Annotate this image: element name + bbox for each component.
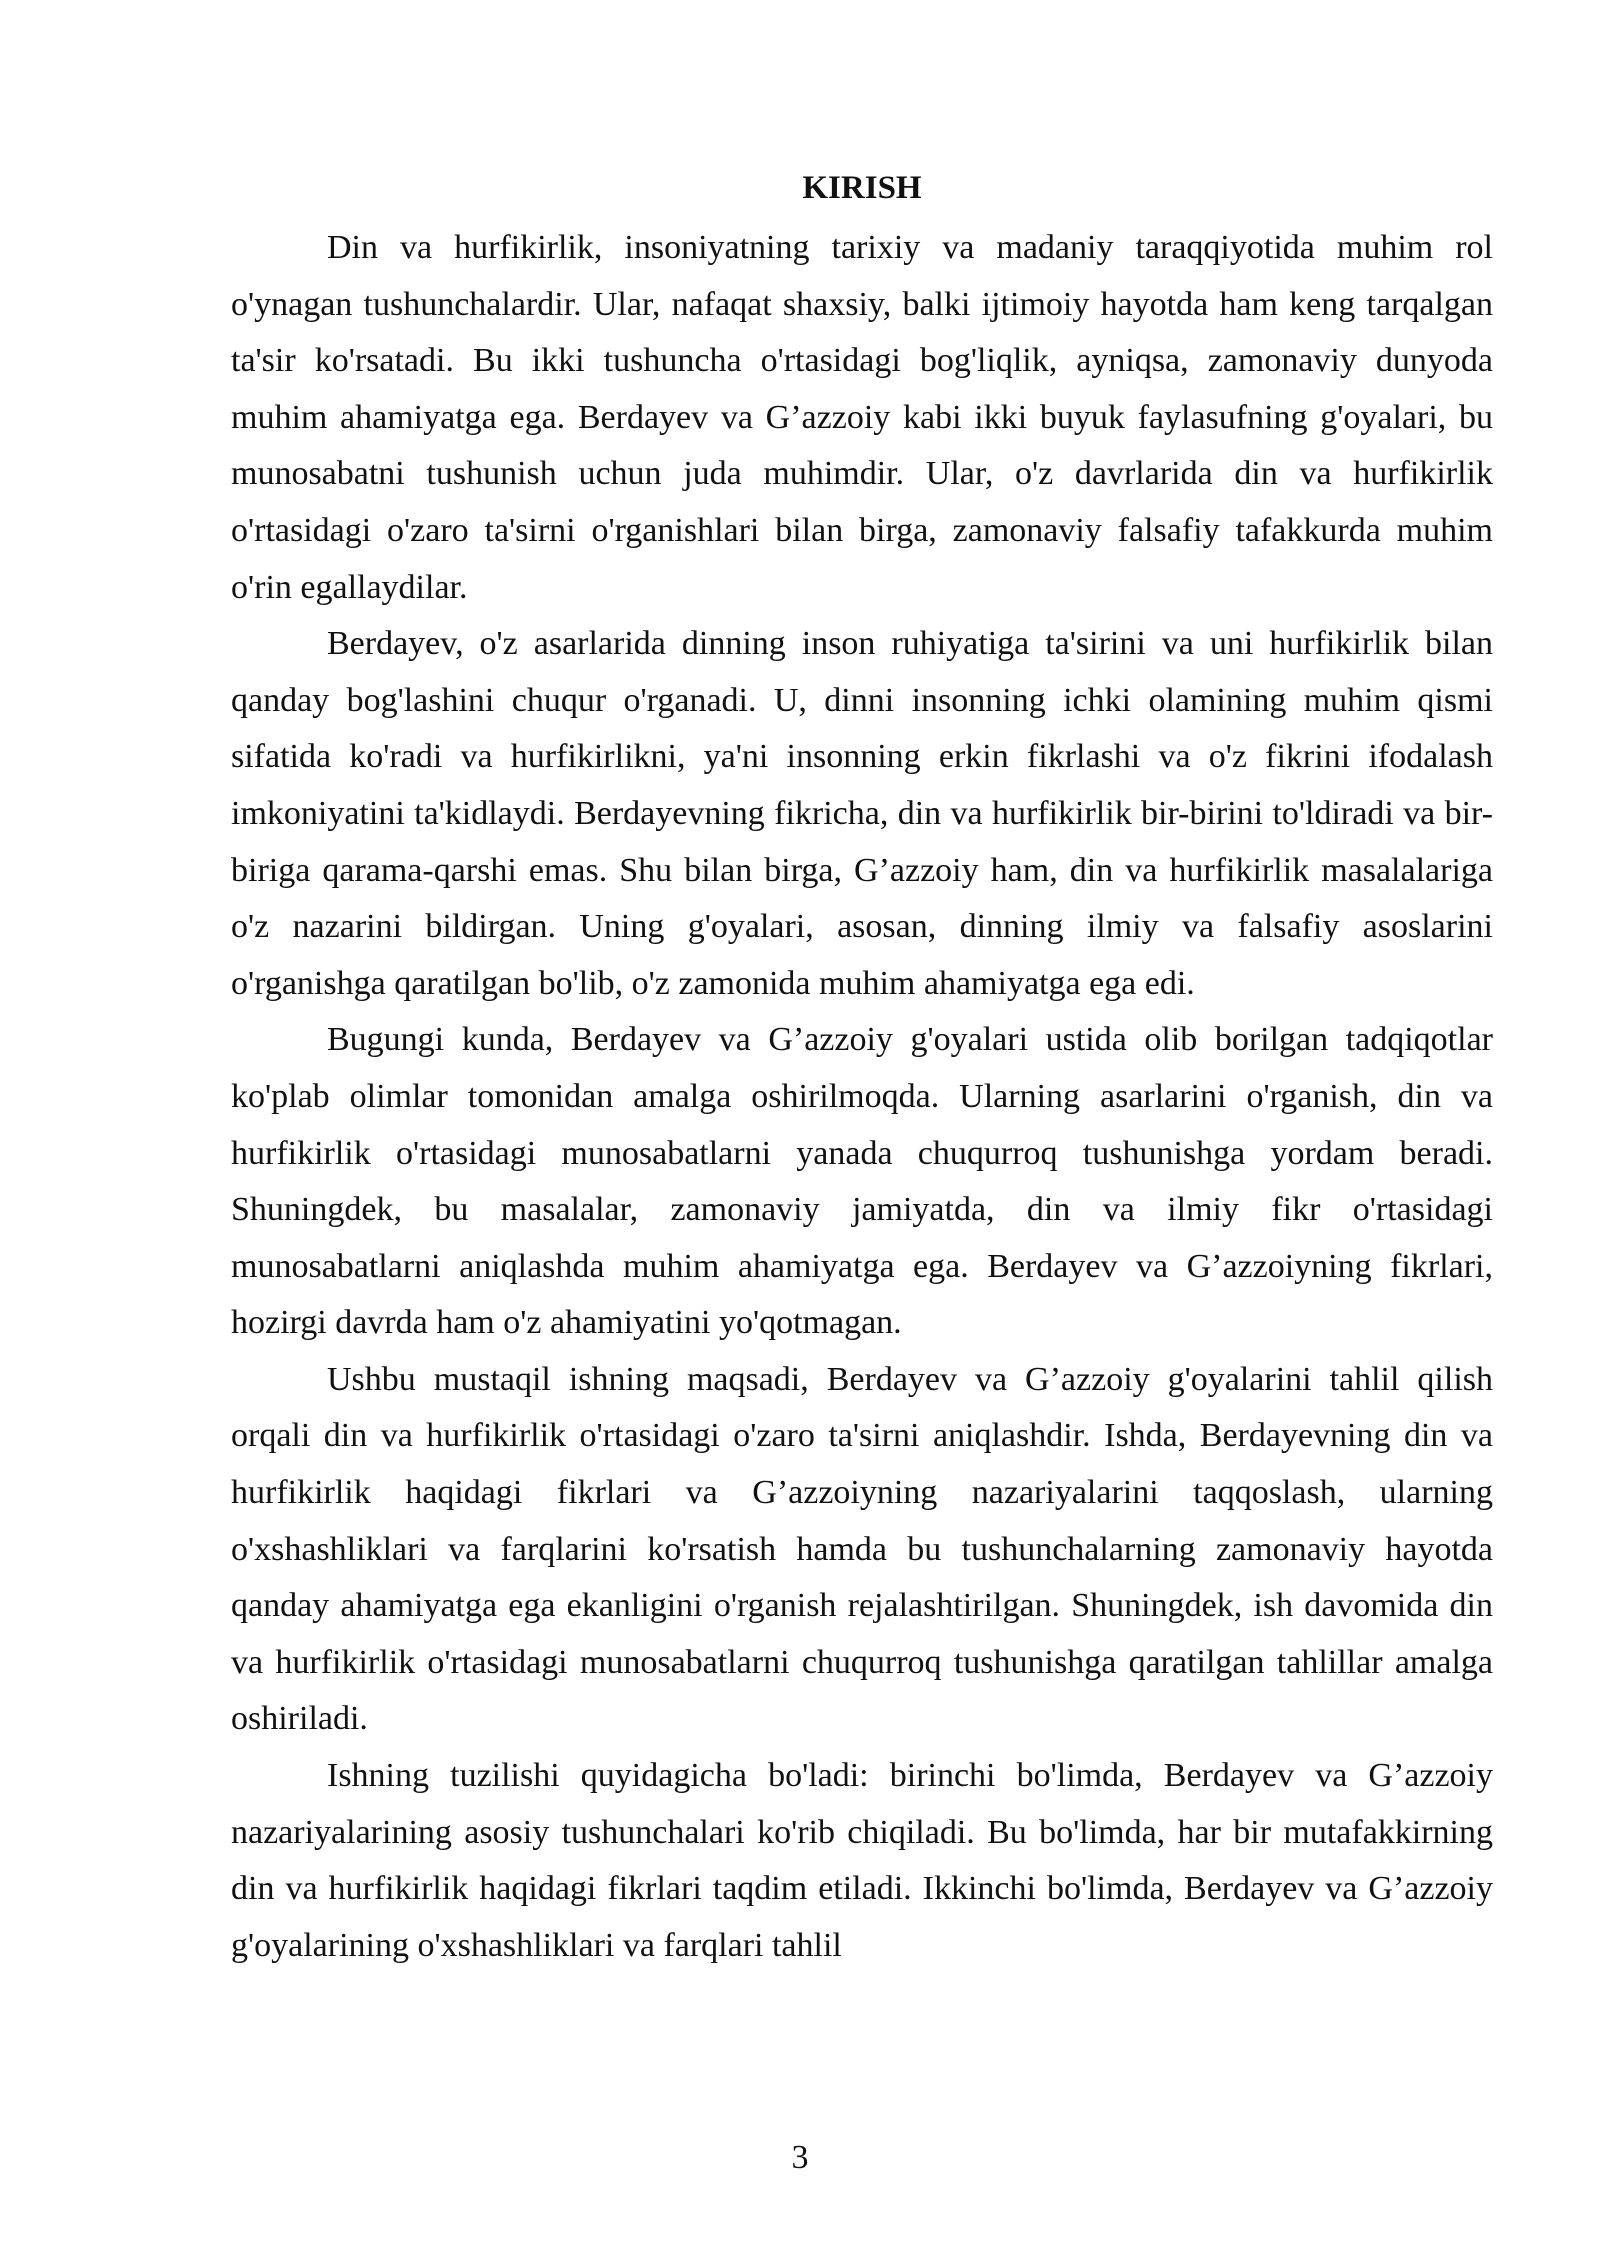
page-content [231,160,1493,1974]
paragraph-4: Ushbu mustaqil ishning maqsadi, Berdayev va G’azzoiy g'oyalarini tahlil qilish orqali din va hurfikirlik o'rtasidagi o'zaro ta'sirni aniqlashdir. Ishda, Berdayevning din va hurfikirlik haqidagi fikrlari va G’azzoiyning nazariyalarini taqqoslash, ularning o'xshashliklari va farqlarini ko'rsatish hamda bu tushunchalarning zamonaviy hayotda qanday ahamiyatga ega ekanligini o'rganish rejalashtirilgan. Shuningdek, ish davomida din va hurfikirlik o'rtasidagi munosabatlarni chuqurroq tushunishga qaratilgan tahlillar amalga oshiriladi. [231,1360,1493,1738]
paragraph-1: Din va hurfikirlik, insoniyatning tarixiy va madaniy taraqqiyotida muhim rol o'ynagan tushunchalardir. Ular, nafaqat shaxsiy, balki ijtimoiy hayotda ham keng tarqalgan ta'sir ko'rsatadi. Bu ikki tushuncha o'rtasidagi bog'liqlik, ayniqsa, zamonaviy dunyoda muhim ahamiyatga ega. Berdayev va G’azzoiy kabi ikki buyuk faylasufning g'oyalari, bu munosabatni tushunish uchun juda muhimdir. Ular, o'z davrlarida din va hurfikirlik o'rtasidagi o'zaro ta'sirni o'rganishlari bilan birga, zamonaviy falsafiy tafakkurda muhim o'rin egallaydilar. [231,229,1493,606]
section-title: KIRISH [802,170,922,206]
paragraph-5: Ishning tuzilishi quyidagicha bo'ladi: birinchi bo'limda, Berdayev va G’azzoiy nazariyalarining asosiy tushunchalari ko'rib chiqiladi. Bu bo'limda, har bir mutafakkirning din va hurfikirlik haqidagi fikrlari taqdim etiladi. Ikkinchi bo'limda, Berdayev va G’azzoiy g'oyalarining o'xshashliklari va farqlari tahlil [231,1757,1493,1964]
paragraph-2: Berdayev, o'z asarlarida dinning inson ruhiyatiga ta'sirini va uni hurfikirlik bilan qanday bog'lashini chuqur o'rganadi. U, dinni insonning ichki olamining muhim qismi sifatida ko'radi va hurfikirlikni, ya'ni insonning erkin fikrlashi va o'z fikrini ifodalash imkoniyatini ta'kidlaydi. Berdayevning fikricha, din va hurfikirlik bir-birini to'ldiradi va bir-biriga qarama-qarshi emas. Shu bilan birga, G’azzoiy ham, din va hurfikirlik masalalariga o'z nazarini bildirgan. Uning g'oyalari, asosan, dinning ilmiy va falsafiy asoslarini o'rganishga qaratilgan bo'lib, o'z zamonida muhim ahamiyatga ega edi. [231,625,1493,1002]
paragraph-3: Bugungi kunda, Berdayev va G’azzoiy g'oyalari ustida olib borilgan tadqiqotlar ko'plab olimlar tomonidan amalga oshirilmoqda. Ularning asarlarini o'rganish, din va hurfikirlik o'rtasidagi munosabatlarni yanada chuqurroq tushunishga yordam beradi. Shuningdek, bu masalalar, zamonaviy jamiyatda, din va ilmiy fikr o'rtasidagi munosabatlarni aniqlashda muhim ahamiyatga ega. Berdayev va G’azzoiyning fikrlari, hozirgi davrda ham o'z ahamiyatini yo'qotmagan. [231,1021,1493,1342]
page-number: 3 [791,2139,809,2176]
